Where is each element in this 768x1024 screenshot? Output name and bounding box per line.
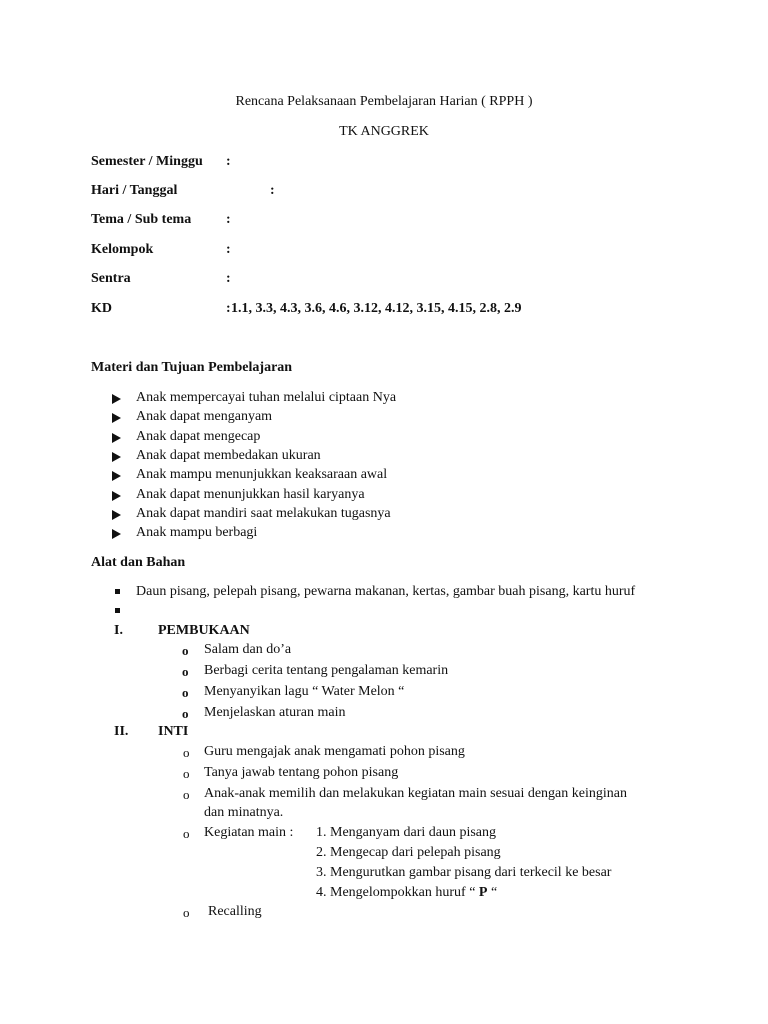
alat-heading: Alat dan Bahan — [91, 555, 186, 570]
circle-bullet-icon: o — [183, 745, 190, 760]
document-title: Rencana Pelaksanaan Pembelajaran Harian ( RPPH ) — [235, 94, 533, 109]
circle-bullet-icon: o — [182, 685, 189, 700]
arrow-bullet-icon — [112, 491, 121, 501]
info-label-tema: Tema / Sub tema — [91, 212, 192, 227]
circle-bullet-icon: o — [183, 766, 190, 781]
info-label-kd: KD — [91, 301, 112, 316]
arrow-bullet-icon — [112, 471, 121, 481]
circle-bullet-icon: o — [182, 664, 189, 679]
info-sep-kd: : — [226, 301, 231, 316]
materi-heading: Materi dan Tujuan Pembelajaran — [91, 360, 293, 375]
arrow-bullet-icon — [112, 433, 121, 443]
list-item: Anak-anak memilih dan melakukan kegiatan main sesuai dengan keinginan — [204, 786, 627, 801]
circle-bullet-icon: o — [183, 787, 190, 802]
circle-bullet-icon: o — [183, 826, 190, 841]
kegiatan-item: 1. Menganyam dari daun pisang — [316, 825, 497, 840]
arrow-bullet-icon — [112, 394, 121, 404]
section-heading-inti: INTI — [158, 724, 189, 739]
kegiatan-close-quote: “ — [490, 885, 498, 900]
kegiatan-bold-letter: P — [478, 885, 488, 900]
list-item: Recalling — [208, 904, 262, 919]
list-item: Anak mampu berbagi — [136, 525, 258, 540]
list-item: Anak dapat menganyam — [136, 409, 273, 424]
info-sep-sentra: : — [226, 271, 231, 286]
info-label-semester: Semester / Minggu — [91, 154, 203, 169]
circle-bullet-icon: o — [182, 706, 189, 721]
list-item: Anak mempercayai tuhan melalui ciptaan Nya — [136, 390, 397, 405]
info-sep-hari: : — [270, 183, 275, 198]
kegiatan-label: Kegiatan main : — [204, 825, 294, 840]
list-item: Tanya jawab tentang pohon pisang — [204, 765, 399, 780]
info-label-hari: Hari / Tanggal — [91, 183, 178, 198]
info-sep-semester: : — [226, 154, 231, 169]
arrow-bullet-icon — [112, 529, 121, 539]
section-heading-pembukaan: PEMBUKAAN — [158, 623, 250, 638]
square-bullet-icon — [115, 608, 120, 613]
list-item: Menjelaskan aturan main — [204, 705, 346, 720]
section-number-pembukaan: I. — [114, 623, 123, 638]
kegiatan-item — [316, 885, 497, 902]
list-item: Berbagi cerita tentang pengalaman kemarin — [204, 663, 449, 678]
list-item: Daun pisang, pelepah pisang, pewarna makanan, kertas, gambar buah pisang, kartu huruf — [136, 584, 636, 599]
arrow-bullet-icon — [112, 452, 121, 462]
info-sep-tema: : — [226, 212, 231, 227]
kegiatan-item: 2. Mengecap dari pelepah pisang — [316, 845, 501, 860]
list-item: Menyanyikan lagu “ Water Melon “ — [204, 684, 405, 699]
section-number-inti: II. — [114, 724, 129, 739]
list-item: Anak dapat mandiri saat melakukan tugasnya — [136, 506, 391, 521]
arrow-bullet-icon — [112, 413, 121, 423]
info-label-kelompok: Kelompok — [91, 242, 154, 257]
kegiatan-item-text: 4. Mengelompokkan huruf “ — [316, 885, 476, 900]
arrow-bullet-icon — [112, 510, 121, 520]
info-sep-kelompok: : — [226, 242, 231, 257]
info-value-kd: 1.1, 3.3, 4.3, 3.6, 4.6, 3.12, 4.12, 3.15, 4.15, 2.8, 2.9 — [231, 301, 522, 316]
list-item: Anak mampu menunjukkan keaksaraan awal — [136, 467, 388, 482]
circle-bullet-icon: o — [183, 905, 190, 920]
list-item: Anak dapat menunjukkan hasil karyanya — [136, 487, 365, 502]
list-item: Anak dapat mengecap — [136, 429, 261, 444]
list-item: Salam dan do’a — [204, 642, 292, 657]
list-item: Guru mengajak anak mengamati pohon pisang — [204, 744, 465, 759]
school-name: TK ANGGREK — [339, 124, 429, 139]
list-item: Anak dapat membedakan ukuran — [136, 448, 321, 463]
kegiatan-item: 3. Mengurutkan gambar pisang dari terkecil ke besar — [316, 865, 612, 880]
info-label-sentra: Sentra — [91, 271, 131, 286]
circle-bullet-icon: o — [182, 643, 189, 658]
square-bullet-icon — [115, 589, 120, 594]
list-item-continuation: dan minatnya. — [204, 805, 284, 820]
